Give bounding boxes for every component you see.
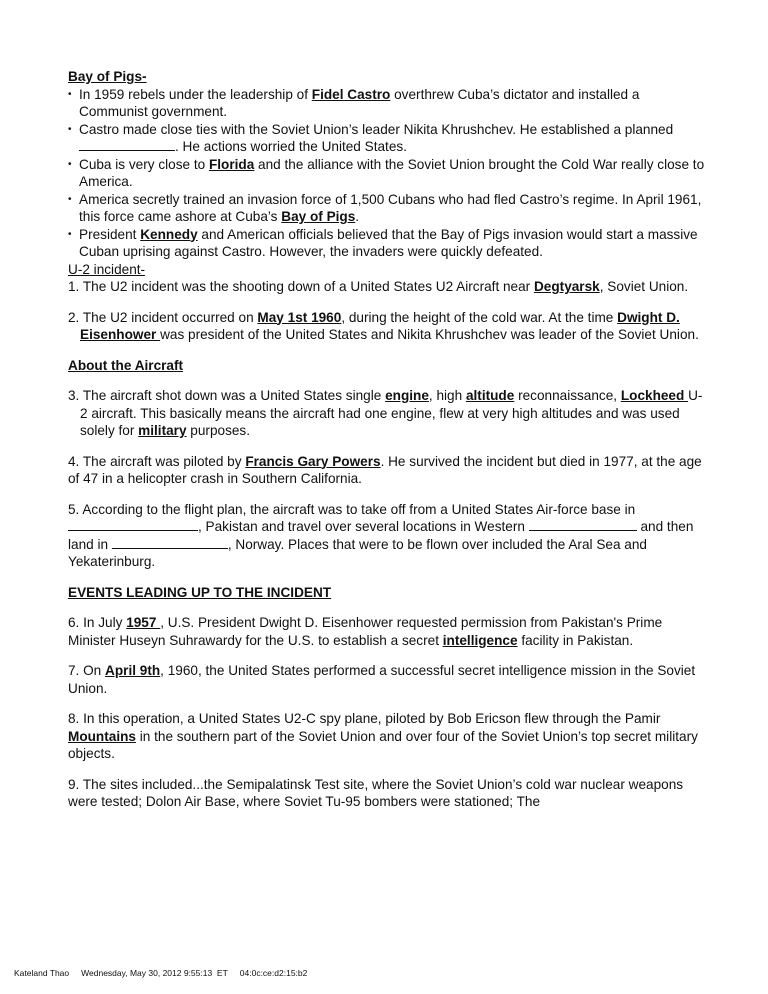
bullet-icon: • bbox=[68, 228, 72, 240]
fill-blank bbox=[79, 138, 175, 151]
about-aircraft-heading: About the Aircraft bbox=[68, 357, 184, 373]
item-1: 1. The U2 incident was the shooting down of a United States U2 Aircraft near Degtyarsk, Soviet Union. bbox=[68, 279, 689, 294]
fill-blank bbox=[68, 518, 198, 531]
item-7: 7. On April 9th, 1960, the United States performed a successful secret intelligence mission in the Soviet Union. bbox=[68, 663, 696, 696]
keyword: May 1st 1960 bbox=[257, 309, 342, 325]
item-6: 6. In July 1957 , U.S. President Dwight D. Eisenhower requested permission from Pakistan's Prime Minister Huseyn Suhrawardy for the U.S. to establish a secret intelligence facility in Pakistan. bbox=[68, 615, 663, 648]
fill-blank bbox=[112, 536, 228, 549]
bullet-icon: • bbox=[68, 158, 72, 170]
item-3: 3. The aircraft shot down was a United States single engine, high altitude reconnaissance, Lockheed U-2 aircraft. This basically means the aircraft had one engine, flew at very high altitudes and was used solely for military purposes. bbox=[68, 388, 703, 438]
bay-of-pigs-heading: Bay of Pigs- bbox=[68, 69, 147, 84]
keyword: Fidel Castro bbox=[311, 86, 391, 102]
events-heading: EVENTS LEADING UP TO THE INCIDENT bbox=[68, 584, 332, 600]
bullet-icon: • bbox=[68, 123, 72, 135]
keyword: Degtyarsk bbox=[533, 279, 600, 294]
keyword: 1957 bbox=[126, 615, 161, 630]
bullet-icon: • bbox=[68, 193, 72, 205]
list-item: • In 1959 rebels under the leadership of Fidel Castro overthrew Cuba’s dictator and installed a Communist government. bbox=[68, 86, 640, 119]
keyword: Dwight D. Eisenhower bbox=[80, 309, 680, 342]
keyword: engine bbox=[385, 388, 429, 403]
fill-blank bbox=[529, 518, 637, 531]
item-4: 4. The aircraft was piloted by Francis Gary Powers. He survived the incident but died in 1977, at the age of 47 in a helicopter crash in Southern California. bbox=[68, 453, 702, 486]
list-item: • President Kennedy and American officials believed that the Bay of Pigs invasion would start a massive Cuban uprising against Castro. However, the invaders were quickly defeated. bbox=[68, 226, 698, 259]
list-item: • America secretly trained an invasion force of 1,500 Cubans who had fled Castro’s regime. In April 1961, this force came ashore at Cuba’s Bay of Pigs. bbox=[68, 191, 702, 224]
keyword: military bbox=[138, 423, 187, 438]
item-5: 5. According to the flight plan, the aircraft was to take off from a United States Air-force base in , Pakistan and travel over several locations in Western and then land in , Norway. Places that were to be flown over included the Aral Sea and Yekaterinburg. bbox=[68, 501, 694, 569]
footer-datetime: Wednesday, May 30, 2012 9:55:13 ET bbox=[81, 968, 228, 978]
keyword: intelligence bbox=[442, 632, 518, 648]
footer-id: 04:0c:ce:d2:15:b2 bbox=[239, 968, 308, 978]
bullet-icon: • bbox=[68, 88, 72, 100]
keyword: Francis Gary Powers bbox=[245, 453, 381, 469]
keyword: altitude bbox=[465, 388, 515, 403]
keyword: Lockheed bbox=[620, 388, 689, 403]
footer-author: Kateland Thao bbox=[14, 968, 70, 978]
document-body bbox=[68, 68, 708, 811]
keyword: Kennedy bbox=[140, 226, 198, 242]
item-9: 9. The sites included...the Semipalatinsk Test site, where the Soviet Union’s cold war nuclear weapons were tested; Dolon Air Base, where Soviet Tu-95 bombers were stationed; The bbox=[68, 776, 684, 809]
u2-incident-heading: U-2 incident- bbox=[68, 261, 146, 277]
item-8: 8. In this operation, a United States U2-C spy plane, piloted by Bob Ericson flew through the Pamir Mountains in the southern part of the Soviet Union and over four of the Soviet Union’s top secret military objects. bbox=[68, 711, 698, 761]
item-2: 2. The U2 incident occurred on May 1st 1960, during the height of the cold war. At the time Dwight D. Eisenhower was president of the United States and Nikita Khrushchev was leader of the Soviet Union. bbox=[68, 309, 699, 342]
bay-of-pigs-list bbox=[68, 86, 708, 261]
keyword: Bay of Pigs bbox=[281, 209, 356, 224]
keyword: April 9th bbox=[105, 663, 161, 678]
keyword: Florida bbox=[208, 156, 255, 172]
list-item: • Cuba is very close to Florida and the alliance with the Soviet Union brought the Cold War really close to America. bbox=[68, 156, 705, 189]
list-item: • Castro made close ties with the Soviet Union’s leader Nikita Khrushchev. He established a planned . He actions worried the United States. bbox=[68, 121, 674, 154]
keyword: Mountains bbox=[68, 728, 136, 744]
page-footer bbox=[14, 968, 319, 978]
